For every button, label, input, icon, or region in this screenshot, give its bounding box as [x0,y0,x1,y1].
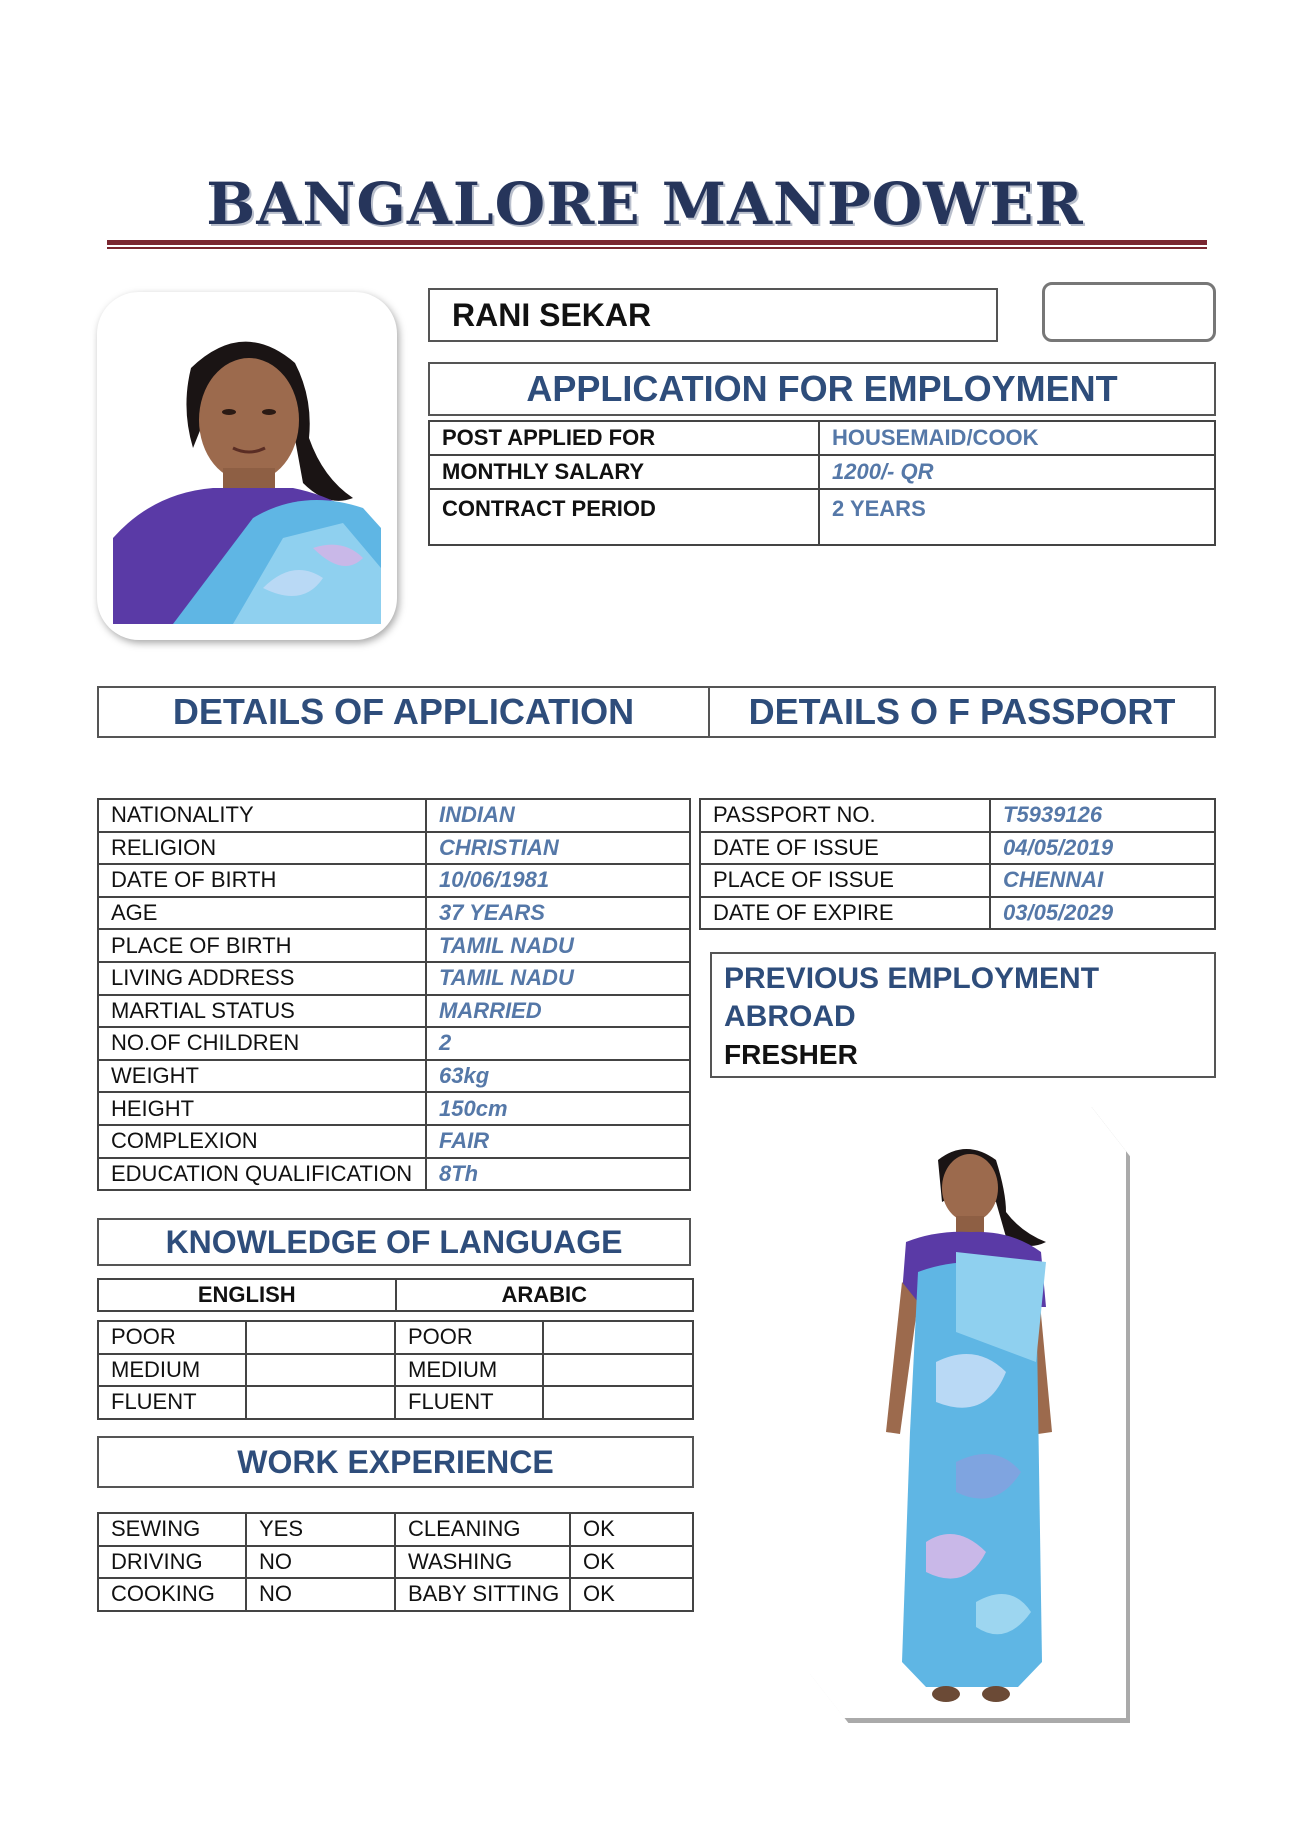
table-row [98,1060,690,1093]
passport-label: DATE OF EXPIRE [700,897,990,930]
detail-label: PLACE OF BIRTH [98,929,426,962]
salary-value: 1200/- QR [819,455,1215,489]
skill-value: OK [570,1546,693,1579]
post-label: POST APPLIED FOR [429,421,819,455]
table-row [98,1386,693,1419]
passport-label: DATE OF ISSUE [700,832,990,865]
skill-value: NO [246,1578,395,1611]
arabic-level-label: FLUENT [395,1386,543,1419]
language-table [97,1320,694,1420]
arabic-header: ARABIC [396,1279,694,1311]
table-row [700,799,1215,832]
arabic-level-value [543,1386,693,1419]
skill-label: COOKING [98,1578,246,1611]
arabic-level-label: POOR [395,1321,543,1354]
arabic-level-value [543,1354,693,1387]
header-rule-thin [107,247,1207,249]
table-row [98,832,690,865]
detail-label: COMPLEXION [98,1125,426,1158]
detail-label: AGE [98,897,426,930]
previous-employment-box [710,952,1216,1078]
table-row [98,1027,690,1060]
work-experience-table [97,1512,694,1612]
table-row [98,1092,690,1125]
table-row [98,929,690,962]
detail-value: 8Th [426,1158,690,1191]
contract-value: 2 YEARS [819,489,1215,545]
passport-value: CHENNAI [990,864,1215,897]
detail-value: FAIR [426,1125,690,1158]
detail-value: 2 [426,1027,690,1060]
language-header-table [97,1278,694,1312]
previous-employment-title: PREVIOUS EMPLOYMENT ABROAD [724,962,1100,1033]
table-row [98,995,690,1028]
english-level-label: MEDIUM [98,1354,246,1387]
english-header: ENGLISH [98,1279,396,1311]
table-row [98,1279,693,1311]
portrait-photo-frame [97,292,397,640]
reference-box [1042,282,1216,342]
table-row [700,832,1215,865]
application-title: APPLICATION FOR EMPLOYMENT [428,362,1216,416]
arabic-level-value [543,1321,693,1354]
work-experience-title: WORK EXPERIENCE [97,1436,694,1488]
passport-value: T5939126 [990,799,1215,832]
portrait-photo-icon [113,308,381,624]
detail-label: MARTIAL STATUS [98,995,426,1028]
post-table [428,420,1216,546]
detail-label: EDUCATION QUALIFICATION [98,1158,426,1191]
detail-label: LIVING ADDRESS [98,962,426,995]
skill-value: NO [246,1546,395,1579]
details-header-row [97,686,1216,738]
detail-value: 150cm [426,1092,690,1125]
full-body-photo-icon [806,1102,1126,1718]
detail-value: CHRISTIAN [426,832,690,865]
table-row [700,897,1215,930]
table-row [429,455,1215,489]
skill-label: BABY SITTING [395,1578,570,1611]
table-row [98,1321,693,1354]
detail-label: NO.OF CHILDREN [98,1027,426,1060]
english-level-label: POOR [98,1321,246,1354]
contract-label: CONTRACT PERIOD [429,489,819,545]
table-row [98,1354,693,1387]
skill-label: CLEANING [395,1513,570,1546]
detail-label: WEIGHT [98,1060,426,1093]
skill-value: YES [246,1513,395,1546]
detail-label: RELIGION [98,832,426,865]
detail-label: DATE OF BIRTH [98,864,426,897]
brand-title: BANGALORE MANPOWER [206,170,1084,238]
table-row [98,1513,693,1546]
language-title: KNOWLEDGE OF LANGUAGE [97,1218,691,1266]
detail-value: TAMIL NADU [426,962,690,995]
detail-value: MARRIED [426,995,690,1028]
table-row [98,1125,690,1158]
header-rule [107,240,1207,245]
detail-label: NATIONALITY [98,799,426,832]
table-row [98,897,690,930]
skill-label: SEWING [98,1513,246,1546]
details-application-title: DETAILS OF APPLICATION [172,691,635,732]
passport-table [699,798,1216,930]
application-details-table [97,798,691,1191]
post-value: HOUSEMAID/COOK [819,421,1215,455]
skill-label: WASHING [395,1546,570,1579]
table-row [98,1158,690,1191]
salary-label: MONTHLY SALARY [429,455,819,489]
passport-value: 03/05/2029 [990,897,1215,930]
passport-label: PASSPORT NO. [700,799,990,832]
detail-value: INDIAN [426,799,690,832]
passport-label: PLACE OF ISSUE [700,864,990,897]
english-level-label: FLUENT [98,1386,246,1419]
details-passport-title: DETAILS O F PASSPORT [748,691,1176,732]
candidate-name: RANI SEKAR [428,288,998,342]
english-level-value [246,1386,395,1419]
table-row [98,1546,693,1579]
skill-label: DRIVING [98,1546,246,1579]
arabic-level-label: MEDIUM [395,1354,543,1387]
previous-employment-value: FRESHER [724,1039,858,1070]
table-row [700,864,1215,897]
table-row [98,864,690,897]
table-row [98,962,690,995]
detail-value: 63kg [426,1060,690,1093]
english-level-value [246,1321,395,1354]
skill-value: OK [570,1513,693,1546]
table-row [429,421,1215,455]
detail-value: 10/06/1981 [426,864,690,897]
detail-value: TAMIL NADU [426,929,690,962]
english-level-value [246,1354,395,1387]
passport-value: 04/05/2019 [990,832,1215,865]
detail-label: HEIGHT [98,1092,426,1125]
skill-value: OK [570,1578,693,1611]
table-row [429,489,1215,545]
table-row [98,799,690,832]
detail-value: 37 YEARS [426,897,690,930]
table-row [98,1578,693,1611]
